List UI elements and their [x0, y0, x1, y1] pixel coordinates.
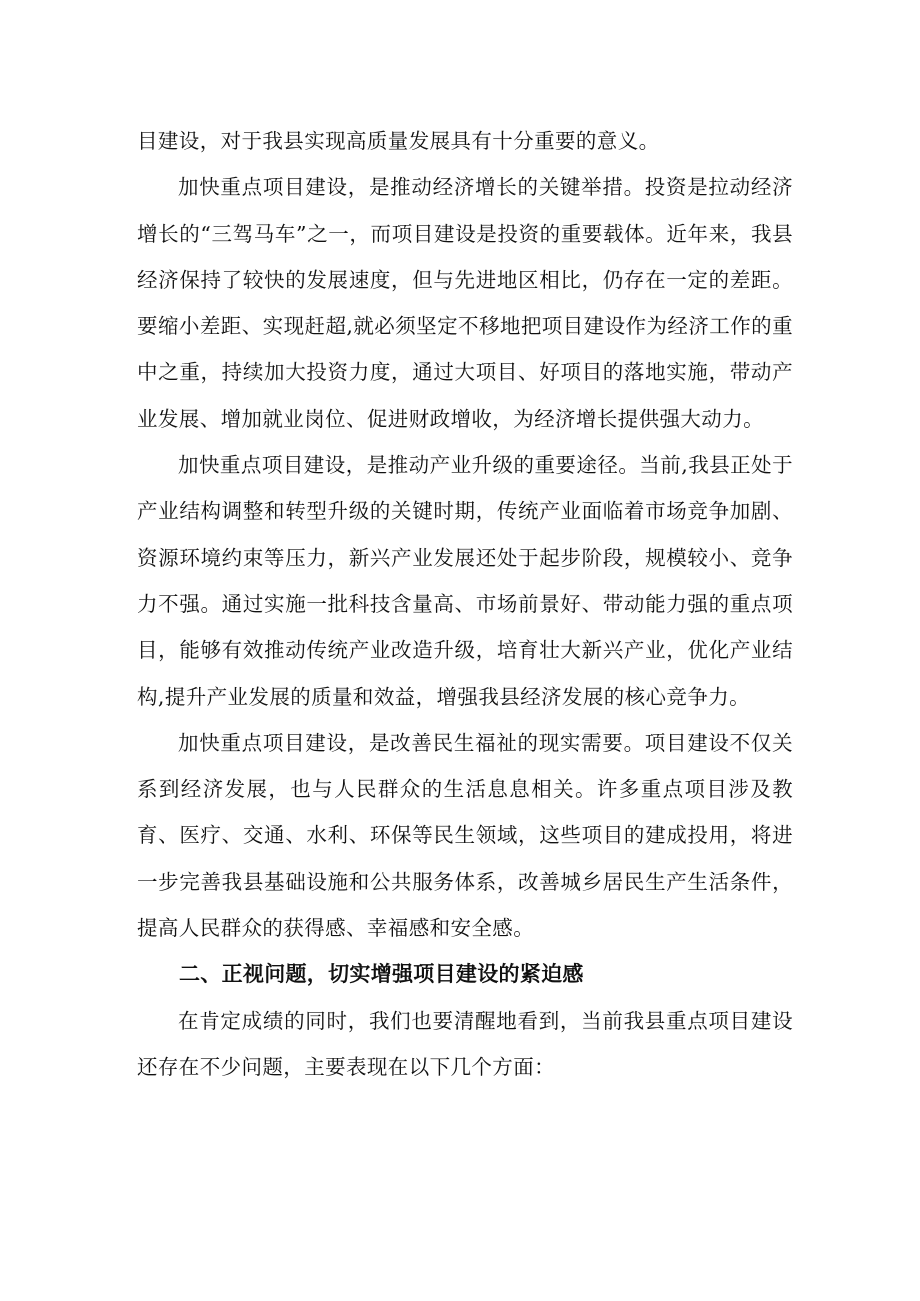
document-page: [137, 118, 793, 1090]
paragraph-problems-intro: 在肯定成绩的同时，我们也要清醒地看到，当前我县重点项目建设还存在不少问题，主要表现在以下几个方面：: [137, 1008, 793, 1079]
paragraph-livelihood: 加快重点项目建设，是改善民生福祉的现实需要。项目建设不仅关系到经济发展，也与人民群众的生活息息相关。许多重点项目涉及教育、医疗、交通、水利、环保等民生领域，这些项目的建成投用，将进一步完善我县基础设施和公共服务体系，改善城乡居民生产生活条件，提高人民群众的获得感、幸福感和安全感。: [137, 730, 793, 941]
paragraph-intro-continuation: 目建设，对于我县实现高质量发展具有十分重要的意义。: [137, 129, 660, 153]
paragraph-industry-upgrade: 加快重点项目建设，是推动产业升级的重要途径。当前,我县正处于产业结构调整和转型升级的关键时期，传统产业面临着市场竞争加剧、资源环境约束等压力，新兴产业发展还处于起步阶段，规模较小、竞争力不强。通过实施一批科技含量高、市场前景好、带动能力强的重点项目，能够有效推动传统产业改造升级，培育壮大新兴产业，优化产业结构,提升产业发展的质量和效益，增强我县经济发展的核心竞争力。: [137, 453, 793, 709]
section-heading-2: 二、正视问题，切实增强项目建设的紧迫感: [179, 962, 584, 987]
paragraph-economic-growth: 加快重点项目建设，是推动经济增长的关键举措。投资是拉动经济增长的“三驾马车”之一，而项目建设是投资的重要载体。近年来，我县经济保持了较快的发展速度，但与先进地区相比，仍存在一定的差距。要缩小差距、实现赶超,就必须坚定不移地把项目建设作为经济工作的重中之重，持续加大投资力度，通过大项目、好项目的落地实施，带动产业发展、增加就业岗位、促进财政增收，为经济增长提供强大动力。: [137, 175, 793, 431]
